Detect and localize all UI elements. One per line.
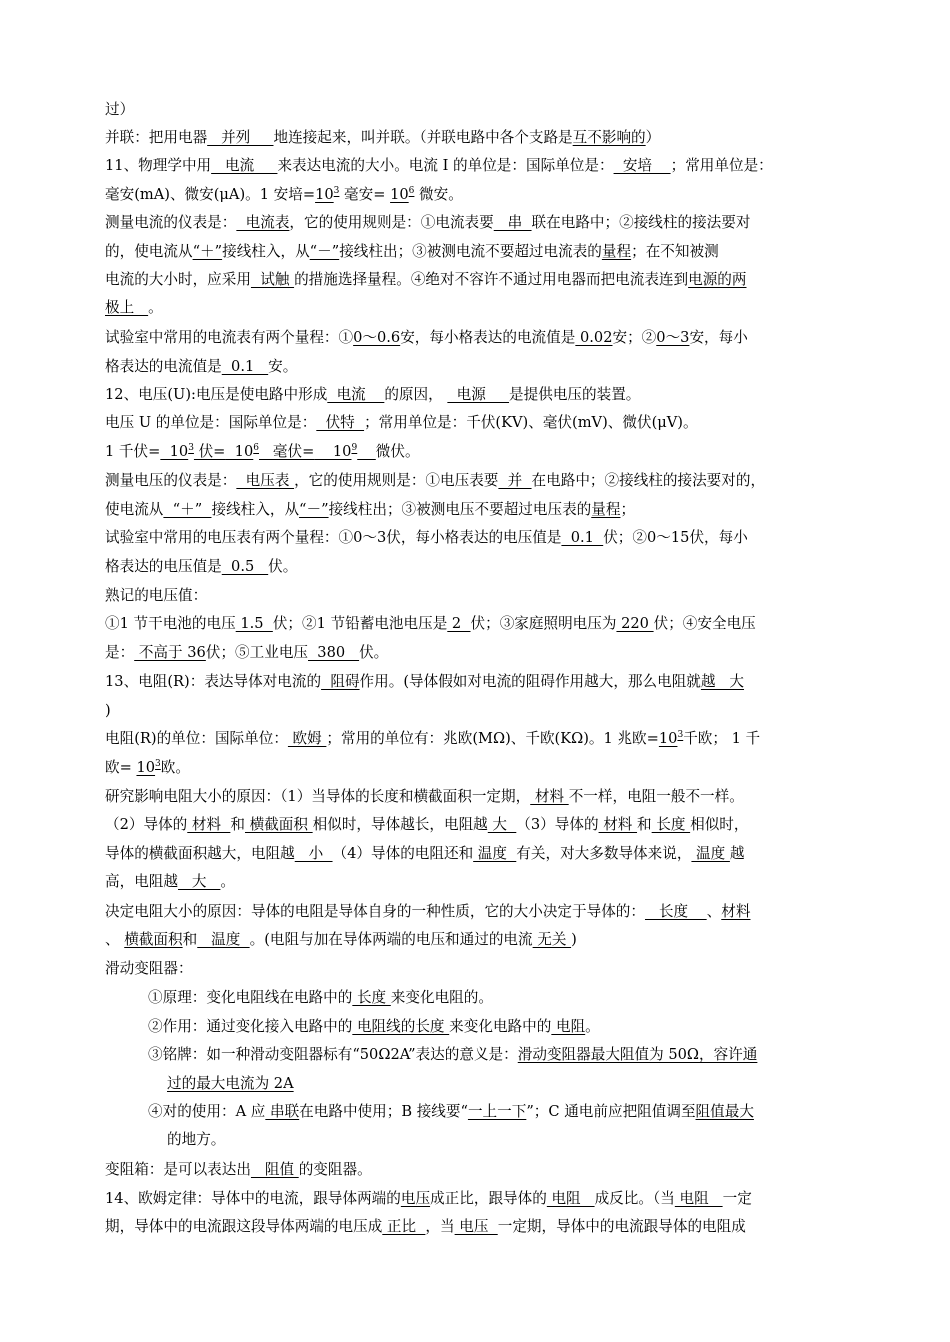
superscript: 9 [351,443,358,454]
underlined-answer: 2 [447,615,471,632]
text-segment: 电阻(R)的单位：国际单位： [105,730,288,747]
underlined-answer: “＋” [163,501,212,518]
underlined-answer: 10 [225,443,254,460]
text-segment: 的变阻器。 [298,1161,372,1178]
text-segment: ) [105,702,111,719]
underlined-answer: 毫伏= [259,443,315,460]
underlined-answer: 0.5 [221,558,269,575]
text-segment: 试验室中常用的电流表有两个量程：① [105,329,354,346]
text-line [148,1017,600,1037]
underlined-answer: 串联 [265,1103,300,1120]
text-segment: 地连接起来，叫并联。（并联电路中各个支路是 [273,129,573,146]
text-segment: 试验室中常用的电压表有两个量程：① [105,529,354,546]
underlined-answer: 电阻线的长度 [352,1018,450,1035]
text-segment: ；常用的单位有：兆欧(MΩ)、千欧(KΩ)。1 兆欧= [326,730,659,747]
text-segment: 。 [585,1018,600,1035]
text-segment: ，它的使用规则是：①电压表要 [294,472,499,489]
text-segment: 熟记的电压值： [105,587,208,604]
text-line [105,242,719,262]
text-segment: 的原因， [384,386,448,403]
underlined-answer: 0.1 [561,529,604,546]
text-segment: 。 [148,299,163,316]
underlined-answer: 0～0.6 [353,329,401,346]
text-segment: 和 [182,931,198,948]
text-segment: ③铭牌：如一种滑动变阻器标有“50Ω2A”表达的意义是： [148,1046,518,1063]
text-segment: 伏；②1 节铅蓄电池电压是 [272,615,448,632]
text-segment: 伏。 [359,644,389,661]
text-line [105,100,134,120]
text-segment: 安。 [268,358,298,375]
text-segment: 和 [637,816,652,833]
underlined-answer: 电压 [454,1218,498,1235]
text-segment: ①原理：变化电阻线在电路中的 [148,989,353,1006]
text-segment: 、 [105,931,125,948]
text-line [105,872,235,892]
text-line [105,185,463,205]
text-line [105,413,698,433]
text-segment: 使电流从 [105,501,164,518]
underlined-answer: 0.1 [221,358,269,375]
text-segment: 有关，对大多数导体来说， [516,845,692,862]
text-line [105,758,190,778]
underlined-answer: 0.02 [575,329,613,346]
underlined-answer: 10 [160,443,189,460]
text-segment: 安，每小格表达的电流值是 [400,329,576,346]
text-segment: ，它的使用规则是：①电流表要 [289,214,494,231]
text-segment: 微伏。 [375,443,420,460]
underlined-answer: 横截面积 [244,816,313,833]
superscript: 3 [188,443,194,454]
text-segment: 测量电流的仪表是： [105,214,237,231]
text-segment: 是提供电压的装置。 [509,386,641,403]
underlined-answer: 并 [498,472,532,489]
text-line [105,1189,752,1209]
underlined-answer: “－” [299,501,329,518]
underlined-answer: 10 [390,186,409,203]
text-line [105,672,744,692]
underlined-answer: 电阻 [551,1018,586,1035]
text-segment: 一定期，导体中的电流跟导体的电阻成 [497,1218,746,1235]
superscript: 6 [253,443,259,454]
text-segment: 微安。 [414,186,463,203]
text-segment: 伏，每小 [689,529,748,546]
text-line [105,156,773,176]
underlined-answer: 10 [314,443,352,460]
text-segment: 13、电阻(R)：表达导体对电流的 [105,673,322,690]
text-segment: ；常用单位是：千伏(KV)、毫伏(mV)、微伏(μV)。 [364,414,698,431]
text-line [105,1217,746,1237]
text-segment: 来变化电路中的 [449,1018,552,1035]
text-segment: 0～3 [353,529,387,546]
text-line [148,1045,757,1065]
underlined-answer: 并列 [207,129,274,146]
text-segment: ； [620,501,636,518]
text-line [105,298,163,318]
text-line [105,500,635,520]
text-segment: 相似时，导体越长，电阻越 [312,816,488,833]
text-line [105,787,744,807]
underlined-answer: 材料 [721,903,751,920]
underlined-answer [357,443,376,460]
underlined-answer: 阻值 [250,1161,299,1178]
text-segment: 来变化电阻的。 [390,989,493,1006]
text-segment: ②作用：通过变化接入电路中的 [148,1018,353,1035]
text-segment: 伏；④安全电压 [653,615,756,632]
text-line [105,701,111,721]
text-segment: 安，每小 [689,329,748,346]
underlined-answer: 电流 [327,386,385,403]
text-segment: 11、物理学中用 [105,157,212,174]
text-segment: 电压 U 的单位是：国际单位是： [105,414,317,431]
underlined-answer: 1.5 [235,615,273,632]
text-segment: （4）导体的电阻还和 [332,845,474,862]
text-line [105,729,760,749]
text-line [105,471,765,491]
underlined-answer: 材料 [187,816,231,833]
text-segment: ） [645,129,661,146]
underlined-answer: 不高于 36 [134,644,206,661]
text-segment: 14、欧姆定律：导体中的电流，跟导体两端的 [105,1190,401,1207]
text-segment: 决定电阻大小的原因：导体的电阻是导体自身的一种性质，它的大小决定于导体的： [105,903,645,920]
text-line [105,270,747,290]
underlined-answer: 一上一下 [467,1103,527,1120]
text-line [105,357,297,377]
underlined-answer: “－” [309,243,340,260]
text-segment: 成反比。（当 [594,1190,675,1207]
underlined-answer: 大 [177,873,221,890]
underlined-answer: 长度 [644,903,707,920]
text-line [105,586,207,606]
underlined-answer: 越 大 [700,673,745,690]
underlined-answer: 电源 [447,386,510,403]
text-segment: 变阻箱：是可以表达出 [105,1161,251,1178]
text-line [105,643,388,663]
underlined-answer: 量程 [601,243,632,260]
text-segment: 越 [729,845,745,862]
text-line [105,328,748,348]
text-segment: 是： [105,644,135,661]
underlined-answer: 380 [308,644,360,661]
underlined-answer: 10 [315,186,334,203]
text-segment: 测量电压的仪表是： [105,472,237,489]
text-line [105,844,745,864]
text-segment: 接线柱出；③被测电压不要超过电压表的 [328,501,592,518]
text-segment: 、 [706,903,722,920]
underlined-answer: 滑动变阻器最大阻值为 50Ω，容许通 [517,1046,758,1063]
text-segment: 相似时， [690,816,749,833]
superscript: 3 [155,759,161,770]
underlined-answer: 电流表 [236,214,290,231]
text-segment: 的，使电流从 [105,243,193,260]
text-segment: 并联：把用电器 [105,129,208,146]
text-segment: 格表达的电流值是 [105,358,222,375]
text-line [105,815,749,835]
text-line [105,528,748,548]
superscript: 6 [408,186,415,197]
text-segment: 伏，每小格表达的电压值是 [386,529,562,546]
underlined-answer: 无关 [532,931,572,948]
text-segment: ) [571,931,577,948]
text-segment: 伏；② [603,529,647,546]
underlined-answer: 串 [493,214,532,231]
text-line [148,988,493,1008]
text-segment: 滑动变阻器： [105,960,193,977]
text-segment: 。(电阻与加在导体两端的电压和通过的电流 [249,931,533,948]
underlined-answer: 电压表 [236,472,295,489]
underlined-answer: 阻值最大 [695,1103,754,1120]
underlined-answer: 阻碍 [321,673,360,690]
text-line [105,902,750,922]
text-segment: ；常用单位是： [670,157,773,174]
text-segment: ①1 节干电池的电压 [105,615,236,632]
underlined-answer: 小 [294,845,333,862]
underlined-answer: 量程 [591,501,621,518]
text-line [105,557,297,577]
text-segment: 联在电路中；②接线柱的接法要对 [531,214,751,231]
text-segment: 在电路中使用；B 接线要“ [299,1103,468,1120]
text-segment: （2）导体的 [105,816,188,833]
text-line [167,1130,225,1150]
underlined-answer: 温度 [473,845,517,862]
text-segment: 接线柱入，从 [222,243,310,260]
underlined-answer: “＋” [192,243,223,260]
text-segment: 欧= [105,759,137,776]
text-segment: （3）导体的 [516,816,599,833]
underlined-answer: 温度 [197,931,250,948]
text-line [105,442,420,462]
underlined-answer: 横截面积 [124,931,183,948]
text-segment: 0～15 [646,529,690,546]
text-line [105,213,750,233]
underlined-answer: 伏特 [316,414,365,431]
text-segment: 1 千伏= [105,443,161,460]
underlined-answer: 电阻 [674,1190,723,1207]
text-segment: 接线柱入，从 [211,501,300,518]
text-segment: ；在不知被测 [631,243,719,260]
text-segment: 。 [220,873,236,890]
underlined-answer: 电源的两 [688,271,747,288]
underlined-answer: 材料 [530,788,569,805]
underlined-answer: 材料 [598,816,638,833]
text-segment: 安；② [612,329,657,346]
underlined-answer: 电压 [400,1190,431,1207]
underlined-answer: 10 [658,730,678,747]
text-segment: 伏；③家庭照明电压为 [470,615,617,632]
underlined-answer: 极上 [105,299,149,316]
text-segment: 毫安(mA)、微安(μA)。1 安培= [105,186,316,203]
underlined-answer: 温度 [691,845,730,862]
underlined-answer: 10 [136,759,156,776]
text-segment: 成正比，跟导体的 [430,1190,547,1207]
underlined-answer: 电阻 [546,1190,595,1207]
text-segment: 一定 [722,1190,752,1207]
text-segment: 伏；⑤工业电压 [205,644,309,661]
underlined-answer: 安培 [613,157,671,174]
text-line [105,930,577,950]
underlined-answer: 220 [616,615,654,632]
underlined-answer: 正比 [382,1218,426,1235]
text-segment: 欧。 [160,759,190,776]
text-segment: 千欧； 1 千 [683,730,761,747]
text-line [148,1102,754,1122]
text-segment: 的措施选择量程。④绝对不容许不通过用电器而把电流表连到 [294,271,689,288]
text-segment: 研究影响电阻大小的原因：（1）当导体的长度和横截面积一定期， [105,788,531,805]
underlined-answer: 过的最大电流为 2A [167,1075,294,1092]
underlined-answer: 欧姆 [287,730,327,747]
text-segment: 伏。 [268,558,298,575]
superscript: 3 [333,186,340,197]
text-segment: ，当 [425,1218,455,1235]
text-segment: 不一样，电阻一般不一样。 [568,788,744,805]
text-segment: 格表达的电压值是 [105,558,222,575]
text-segment: 期，导体中的电流跟这段导体两端的电压成 [105,1218,383,1235]
underlined-answer: 0～3 [656,329,690,346]
text-segment: 接线柱出；③被测电流不要超过电流表的 [339,243,602,260]
text-segment: 毫安= [339,186,391,203]
superscript: 3 [677,730,684,741]
text-segment: 来表达电流的大小。电流 I 的单位是：国际单位是： [277,157,614,174]
text-segment: 电流的大小时，应采用 [105,271,251,288]
text-segment: 作用。(导体假如对电流的阻碍作用越大，那么电阻就 [359,673,701,690]
text-segment: 在电路中；②接线柱的接法要对的， [531,472,766,489]
text-line [105,128,660,148]
text-line [105,385,640,405]
text-line [167,1074,294,1094]
underlined-answer: 伏= [193,443,226,460]
text-segment: 的地方。 [167,1131,226,1148]
text-segment: 高，电阻越 [105,873,178,890]
underlined-answer: 互不影响的 [572,129,646,146]
text-line [105,1160,372,1180]
text-segment: ④对的使用：A 应 [148,1103,266,1120]
underlined-answer: 试触 [250,271,295,288]
underlined-answer: 大 [487,816,517,833]
text-line [105,959,193,979]
text-segment: 和 [230,816,245,833]
text-line [105,614,756,634]
text-segment: 过） [105,101,135,118]
underlined-answer: 长度 [352,989,391,1006]
underlined-answer: 电流 [211,157,278,174]
text-segment: ”；C 通电前应把阻值调至 [526,1103,696,1120]
text-segment: 12、电压(U):电压是使电路中形成 [105,386,328,403]
underlined-answer: 长度 [651,816,691,833]
text-segment: 导体的横截面积越大，电阻越 [105,845,295,862]
